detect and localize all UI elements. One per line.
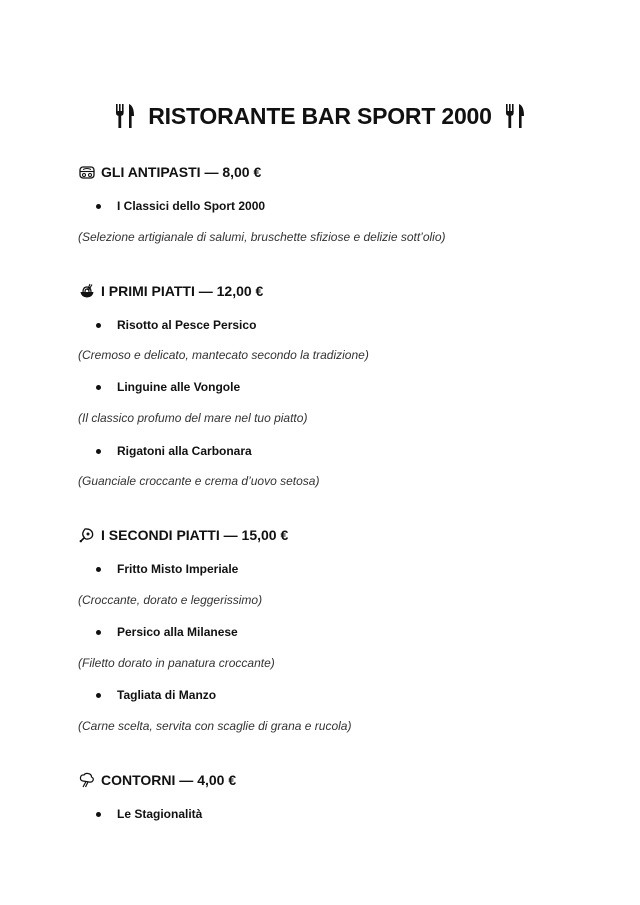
page-title: RISTORANTE BAR SPORT 2000 [148,102,492,129]
dish-description: (Filetto dorato in panatura croccante) [78,656,275,670]
dish-description: (Guanciale croccante e crema d’uovo setosa) [78,474,320,488]
list-item [96,442,252,460]
section-heading-contorni [79,769,236,791]
list-item [96,686,216,704]
list-item [96,378,240,396]
bullet [96,630,101,635]
section-heading-text: I PRIMI PIATTI — 12,00 € [101,283,264,299]
dish-description: (Cremoso e delicato, mantecato secondo la tradizione) [78,348,369,362]
list-item [96,805,202,823]
dish-name: Risotto al Pesce Persico [117,318,257,332]
dish-name: Persico alla Milanese [117,625,238,639]
dish-description: (Selezione artigianale di salumi, bruschette sfiziose e delizie sott’olio) [78,230,446,244]
bullet [96,449,101,454]
pasta-icon [79,283,95,299]
dish-description: (Il classico profumo del mare nel tuo piatto) [78,411,308,425]
section-heading-antipasti [79,161,261,183]
bento-icon [79,164,95,180]
bullet [96,567,101,572]
dish-description: (Croccante, dorato e leggerissimo) [78,593,263,607]
bullet [96,204,101,209]
list-item [96,623,238,641]
bullet [96,385,101,390]
dish-description: (Carne scelta, servita con scaglie di grana e rucola) [78,719,352,733]
list-item [96,560,238,578]
fork-knife-icon [114,103,136,129]
dish-name: I Classici dello Sport 2000 [117,199,266,213]
section-heading-primi [79,280,263,302]
section-heading-text: GLI ANTIPASTI — 8,00 € [101,164,262,180]
dish-name: Fritto Misto Imperiale [117,562,239,576]
bullet [96,812,101,817]
bullet [96,693,101,698]
section-heading-text: I SECONDI PIATTI — 15,00 € [101,527,289,543]
bullet [96,323,101,328]
list-item [96,316,256,334]
title-row [0,96,640,136]
dish-name: Rigatoni alla Carbonara [117,444,252,458]
list-item [96,197,265,215]
fork-knife-icon [504,103,526,129]
dish-name: Tagliata di Manzo [117,688,217,702]
meat-icon [79,527,95,543]
section-heading-secondi [79,524,288,546]
section-heading-text: CONTORNI — 4,00 € [101,772,237,788]
broccoli-icon [79,772,95,788]
dish-name: Le Stagionalità [117,807,203,821]
dish-name: Linguine alle Vongole [117,380,241,394]
